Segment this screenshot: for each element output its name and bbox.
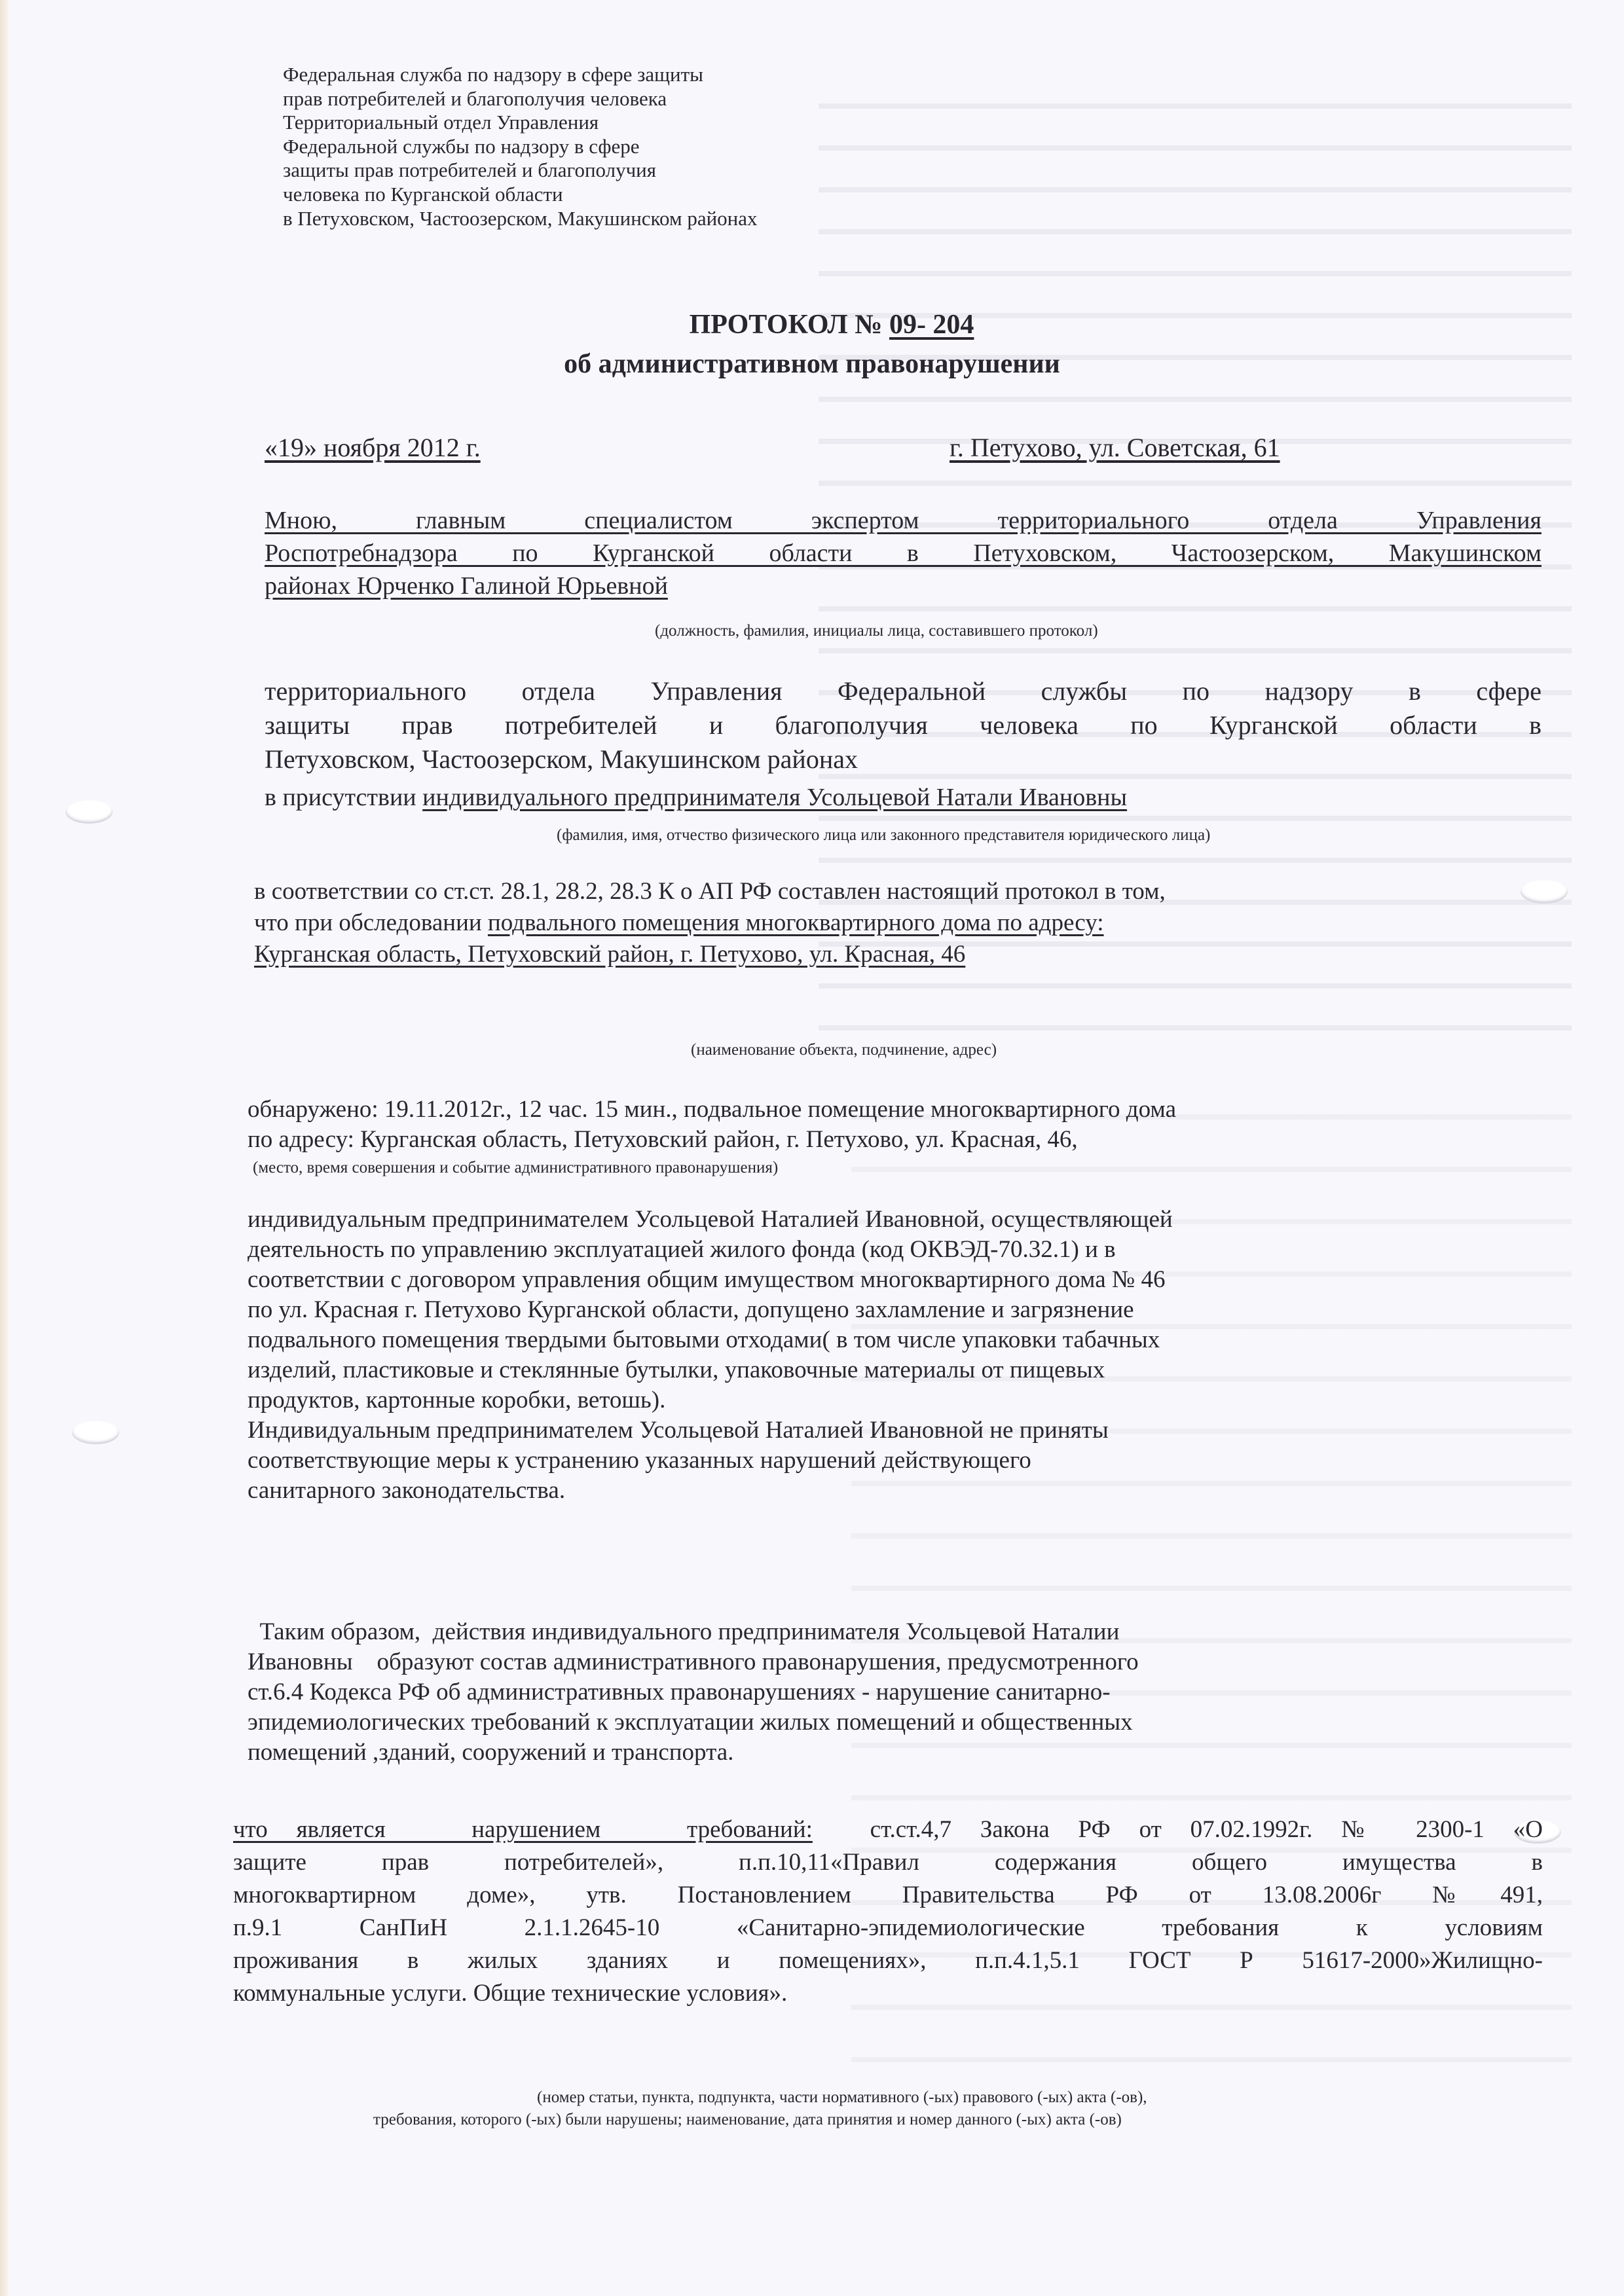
violation-line: индивидуальным предпринимателем Усольцевой Наталией Ивановной, осуществляющей	[248, 1206, 1173, 1233]
requirements-line: коммунальные услуги. Общие технические условия».	[233, 1980, 788, 2007]
violation-line: деятельность по управлению эксплуатацией жилого фонда (код ОКВЭД-70.32.1) и в	[248, 1236, 1116, 1263]
presence-caption: (фамилия, имя, отчество физического лица или законного представителя юридического лица)	[557, 826, 1211, 844]
department-line: Петуховском, Частоозерском, Макушинском районах	[265, 744, 858, 774]
punch-hole	[65, 800, 113, 824]
requirements-line: защите прав потребителей», п.п.10,11«Правил содержания общего имущества в	[233, 1849, 1543, 1876]
conclusion-line: помещений ,зданий, сооружений и транспорта.	[248, 1739, 734, 1766]
document-title	[0, 309, 1624, 340]
violation-line: санитарного законодательства.	[248, 1477, 566, 1504]
violation-line: Индивидуальным предпринимателем Усольцевой Наталией Ивановной не приняты	[248, 1417, 1109, 1444]
conclusion-line: Ивановны образуют состав административного правонарушения, предусмотренного	[248, 1649, 1139, 1675]
org-line: Территориальный отдел Управления	[283, 111, 599, 134]
org-line: человека по Курганской области	[283, 182, 563, 206]
author-block	[265, 504, 1541, 602]
department-line: защиты прав потребителей и благополучия человека по Курганской области в	[265, 710, 1541, 740]
violation-line: соответствии с договором управления общим имуществом многоквартирного дома № 46	[248, 1266, 1166, 1293]
protocol-place: г. Петухово, ул. Советская, 61	[950, 433, 1280, 462]
org-line: прав потребителей и благополучия человека	[283, 86, 667, 110]
protocol-number: 09- 204	[889, 310, 974, 340]
presence-line	[265, 783, 1127, 812]
violation-block	[248, 1205, 1531, 1506]
org-line: Федеральной службы по надзору в сфере	[283, 134, 640, 158]
document-subtitle: об административном правонарушении	[564, 349, 1060, 379]
object-block	[254, 876, 1524, 970]
requirements-line: многоквартирном доме», утв. Постановлением Правительства РФ от 13.08.2006г №491,	[233, 1882, 1543, 1908]
requirements-caption-line: (номер статьи, пункта, подпункта, части нормативного (-ых) правового (-ых) акта (-ов),	[537, 2088, 1147, 2106]
object-address: Курганская область, Петуховский район, г. Петухово, ул. Красная, 46	[254, 941, 966, 968]
org-line: защиты прав потребителей и благополучия	[283, 158, 657, 182]
requirements-caption-line: требования, которого (-ых) были нарушены; наименование, дата принятия и номер данного (-ых) акта (-ов)	[373, 2111, 1122, 2128]
presence-person: индивидуального предпринимателя Усольцевой Натали Ивановны	[422, 784, 1128, 811]
protocol-date: «19» ноября 2012 г.	[265, 433, 481, 462]
punch-hole	[1521, 880, 1568, 903]
conclusion-line: эпидемиологических требований к эксплуатации жилых помещений и общественных	[248, 1709, 1133, 1736]
discovery-block	[248, 1095, 1531, 1155]
discovery-line: обнаружено: 19.11.2012г., 12 час. 15 мин., подвальное помещение многоквартирного дома	[248, 1096, 1177, 1123]
violation-line: изделий, пластиковые и стеклянные бутылки, упаковочные материалы от пищевых	[248, 1357, 1105, 1383]
object-name: подвального помещения многоквартирного дома по адресу:	[487, 909, 1104, 936]
requirements-line: проживания в жилых зданиях и помещениях», п.п.4.1,5.1 ГОСТ Р 51617-2000»Жилищно-	[233, 1947, 1543, 1974]
object-line-prefix: что при обследовании	[254, 909, 488, 936]
author-line: Мною, главным специалистом экспертом территориального отдела Управления	[265, 507, 1541, 534]
author-caption: (должность, фамилия, инициалы лица, составившего протокол)	[655, 622, 1098, 640]
violation-line: по ул. Красная г. Петухово Курганской области, допущено захламление и загрязнение	[248, 1296, 1134, 1323]
object-line	[254, 907, 1524, 939]
department-block	[265, 674, 1541, 776]
department-line: территориального отдела Управления Федеральной службы по надзору в сфере	[265, 676, 1541, 706]
author-line: районах Юрченко Галиной Юрьевной	[265, 572, 668, 600]
title-prefix: ПРОТОКОЛ №	[689, 310, 889, 340]
org-line: Федеральная служба по надзору в сфере защиты	[283, 63, 703, 86]
requirements-line: п.9.1 СанПиН 2.1.1.2645-10 «Санитарно-эпидемиологические требования к условиям	[233, 1914, 1543, 1941]
requirements-lead	[233, 1813, 1543, 1846]
org-line: в Петуховском, Частоозерском, Макушинском районах	[283, 206, 758, 230]
punch-hole	[72, 1421, 119, 1444]
violation-line: соответствующие меры к устранению указанных нарушений действующего	[248, 1447, 1031, 1474]
discovery-line: по адресу: Курганская область, Петуховский район, г. Петухово, ул. Красная, 46,	[248, 1126, 1078, 1153]
conclusion-line: Таким образом, действия индивидуального предпринимателя Усольцевой Наталии	[248, 1618, 1120, 1645]
discovery-caption: (место, время совершения и событие административного правонарушения)	[253, 1159, 779, 1176]
violation-line: подвального помещения твердыми бытовыми отходами( в том числе упаковки табачных	[248, 1326, 1160, 1353]
object-caption: (наименование объекта, подчинение, адрес)	[691, 1041, 997, 1059]
conclusion-block	[248, 1617, 1531, 1768]
organization-header	[283, 63, 758, 230]
requirements-block	[233, 1813, 1543, 2010]
object-line: в соответствии со ст.ст. 28.1, 28.2, 28.3 К о АП РФ составлен настоящий протокол в том,	[254, 878, 1166, 905]
conclusion-line: ст.6.4 Кодекса РФ об административных правонарушениях - нарушение санитарно-	[248, 1679, 1111, 1705]
violation-line: продуктов, картонные коробки, ветошь).	[248, 1387, 666, 1413]
requirements-lead-text: ст.ст.4,7 Закона РФ от 07.02.1992г. № 2300-1 «О	[812, 1816, 1543, 1843]
presence-prefix: в присутствии	[265, 784, 423, 811]
author-line: Роспотребнадзора по Курганской области в Петуховском, Частоозерском, Макушинском	[265, 539, 1541, 567]
requirements-lead-label: что является нарушением требований:	[233, 1816, 813, 1843]
